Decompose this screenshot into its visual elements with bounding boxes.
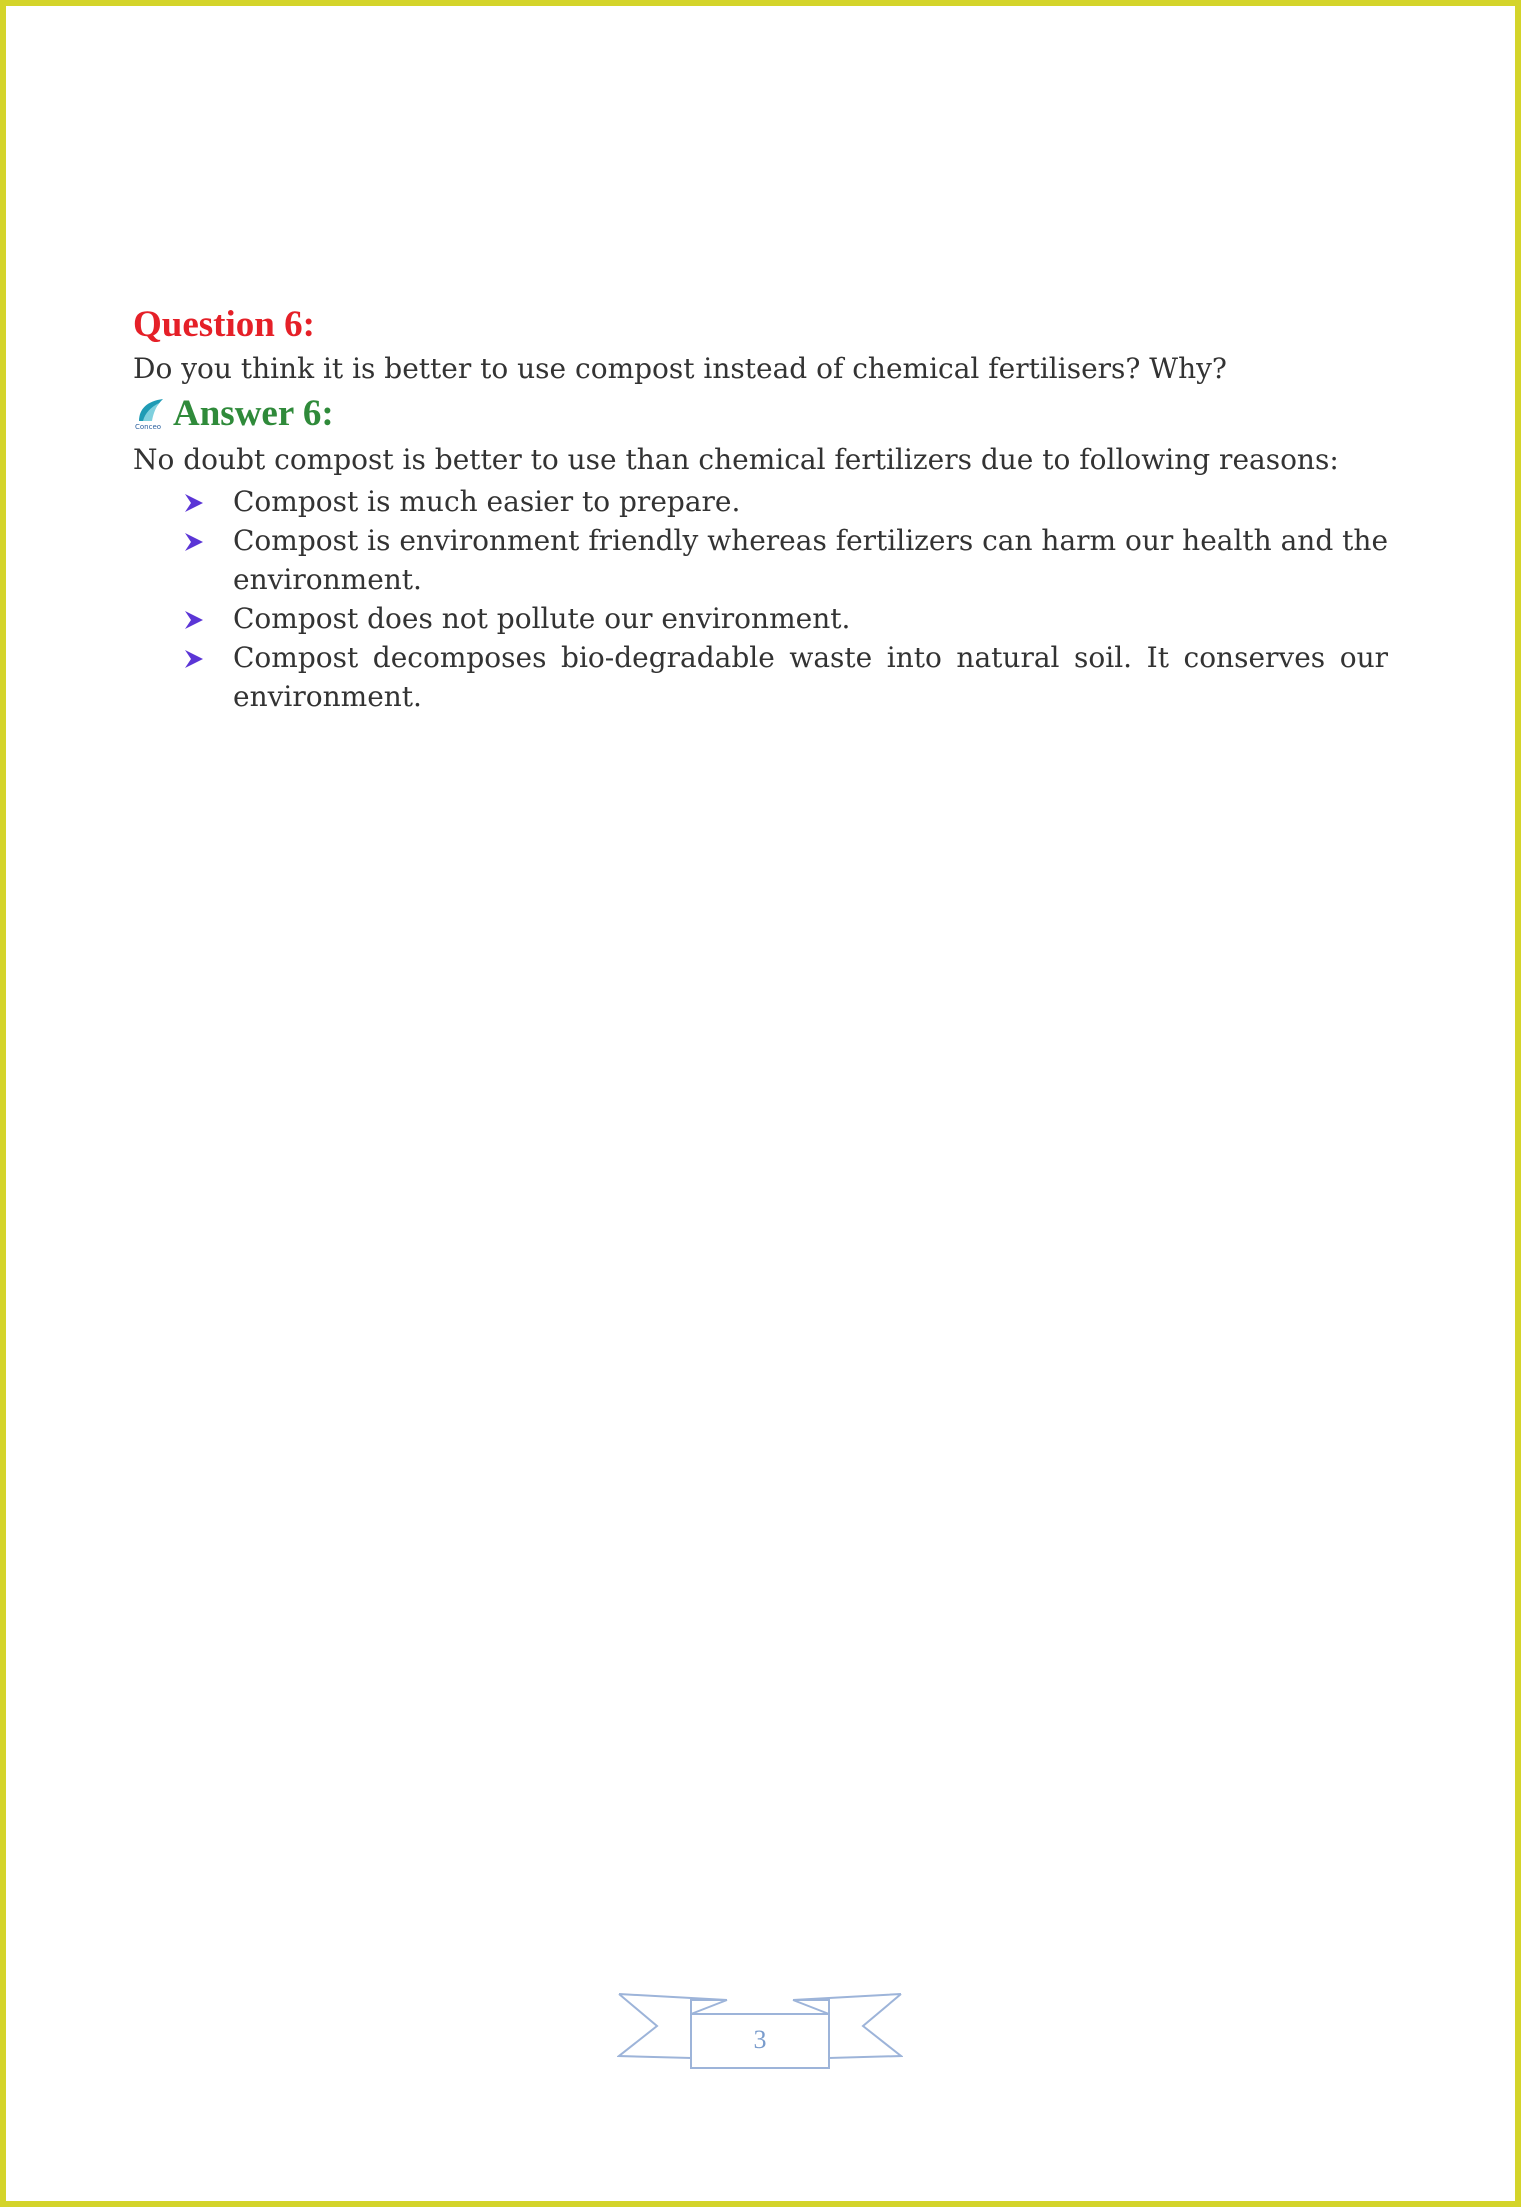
list-item	[133, 521, 1388, 599]
answer-heading: Answer 6:	[173, 393, 334, 434]
answer-points-list	[133, 482, 1388, 716]
answer-intro: No doubt compost is better to use than chemical fertilizers due to following reasons:	[133, 443, 1339, 476]
list-item-text: Compost does not pollute our environment.	[233, 602, 851, 635]
page-number: 3	[753, 2025, 767, 2054]
arrow-bullet-icon	[183, 531, 205, 553]
list-item	[133, 638, 1388, 716]
question-text: Do you think it is better to use compost instead of chemical fertilisers? Why?	[133, 352, 1227, 385]
list-item-text: Compost is much easier to prepare.	[233, 485, 741, 518]
list-item	[133, 482, 1388, 521]
list-item	[133, 599, 1388, 638]
conceo-logo-icon	[133, 397, 167, 431]
arrow-bullet-icon	[183, 609, 205, 631]
question-heading: Question 6:	[133, 304, 315, 345]
list-item-text: Compost is environment friendly whereas fertilizers can harm our health and the environment.	[233, 524, 1389, 596]
svg-text:Conceo: Conceo	[135, 423, 162, 431]
list-item-text: Compost decomposes bio-degradable waste into natural soil. It conserves our environment.	[233, 641, 1388, 713]
arrow-bullet-icon	[183, 648, 205, 670]
arrow-bullet-icon	[183, 492, 205, 514]
qa-content	[133, 300, 1388, 716]
answer-heading-row	[133, 390, 1388, 438]
